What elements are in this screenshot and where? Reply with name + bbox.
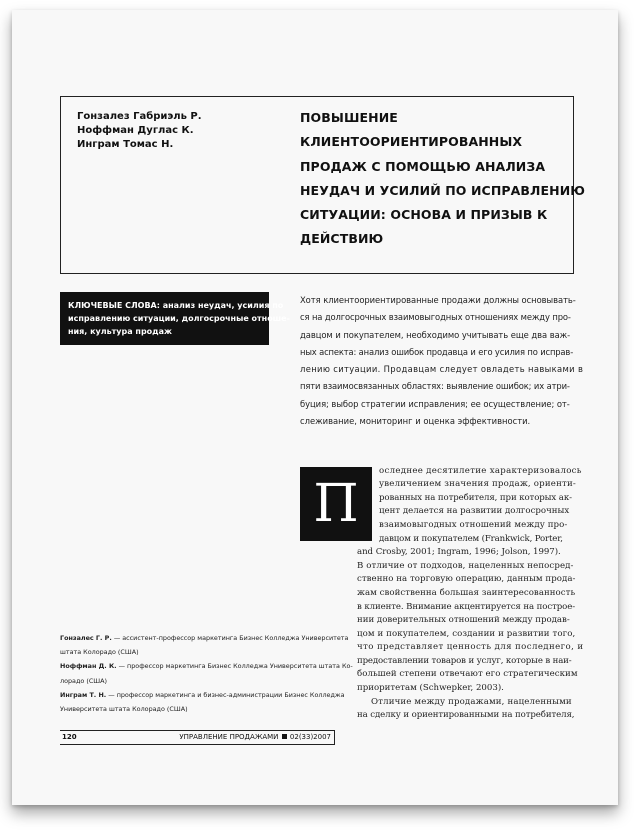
bio-line xyxy=(60,702,350,716)
bio-name: Гонзалес Г. Р. xyxy=(60,634,112,642)
article-header xyxy=(60,96,586,274)
journal-info xyxy=(179,731,331,744)
body-line: приоритетам (Schwepker, 2003). xyxy=(357,683,504,693)
body-line: в клиенте. Внимание акцентируется на построе- xyxy=(357,602,575,612)
journal-name: УПРАВЛЕНИЕ ПРОДАЖАМИ xyxy=(179,733,279,741)
abstract-line: слеживание, мониторинг и оценка эффективности. xyxy=(300,416,531,427)
body-line: давцом и покупателем (Frankwick, Porter, xyxy=(379,534,563,544)
bio-line xyxy=(60,688,350,702)
bio-line xyxy=(60,674,350,688)
title-line: КЛИЕНТООРИЕНТИРОВАННЫХ xyxy=(300,134,523,150)
body-line: В отличие от подходов, нацеленных непосред- xyxy=(357,561,574,571)
body-line: ственно на торговую операцию, данным прода- xyxy=(357,574,576,584)
title-line: ПОВЫШЕНИЕ xyxy=(300,110,398,125)
body-line: жам свойственна большая заинтересованность xyxy=(357,588,576,598)
body-line: увеличением значения продаж, ориенти- xyxy=(379,479,576,489)
body-line: что представляет ценность для последнего, и xyxy=(357,642,584,652)
drop-cap: П xyxy=(300,467,372,541)
title-line: ПРОДАЖ С ПОМОЩЬЮ АНАЛИЗА xyxy=(300,158,546,174)
abstract-line: ных аспекта: анализ ошибок продавца и его усилия по исправ- xyxy=(300,346,574,357)
bio-text: — профессор маркетинга и бизнес-администрации Бизнес Колледжа xyxy=(106,690,345,699)
square-separator-icon xyxy=(282,734,287,739)
keywords-line: исправлению ситуации, долгосрочные отноше- xyxy=(68,314,290,323)
abstract-line: пяти взаимосвязанных областях: выявление ошибок; их атри- xyxy=(300,381,570,392)
bio-text: — профессор маркетинга Бизнес Колледжа Университета штата Ко- xyxy=(116,662,353,671)
bio-line xyxy=(60,645,350,659)
keywords-line: КЛЮЧЕВЫЕ СЛОВА: анализ неудач, усилия по xyxy=(68,301,284,310)
title-line: ДЕЙСТВИЮ xyxy=(300,231,384,247)
keywords-line: ния, культура продаж xyxy=(68,327,172,336)
body-line: на сделку и ориентированными на потребителя, xyxy=(357,710,575,720)
document-page xyxy=(12,10,618,805)
bio-name: Инграм Т. Н. xyxy=(60,690,107,699)
page-number: 120 xyxy=(62,733,77,741)
author-bios xyxy=(60,631,353,716)
abstract-line: буция; выбор стратегии исправления; ее осуществление; от- xyxy=(300,398,570,409)
body-line: нии доверительных отношений между продав- xyxy=(357,615,570,625)
bio-text: Университета штата Колорадо (США) xyxy=(60,705,188,714)
abstract-line: лению ситуации. Продавцам следует овладеть навыками в xyxy=(300,364,584,375)
abstract-line: ся на долгосрочных взаимовыгодных отношениях между про- xyxy=(300,312,571,323)
page-footer xyxy=(60,730,335,745)
body-line: большей степени отвечают его стратегическим xyxy=(357,669,578,679)
title-line: СИТУАЦИИ: ОСНОВА И ПРИЗЫВ К xyxy=(300,207,548,223)
bio-text: — ассистент-профессор маркетинга Бизнес Колледжа Университета xyxy=(111,634,349,642)
body-line: оследнее десятилетие характеризовалось xyxy=(379,466,582,476)
author-name: Ноффман Дуглас К. xyxy=(77,125,194,136)
body-line: Отличие между продажами, нацеленными xyxy=(371,697,572,707)
author-name: Гонзалез Габриэль Р. xyxy=(77,111,202,122)
bio-text: штата Колорадо (США) xyxy=(60,648,139,657)
article-title xyxy=(300,106,586,252)
bio-text: лорадо (США) xyxy=(60,676,107,685)
body-line: цом и покупателем, создании и развитии того, xyxy=(357,629,576,639)
abstract-line: давцом и покупателем, необходимо учитывать еще два важ- xyxy=(300,329,571,340)
bio-line xyxy=(60,659,353,673)
body-line: предоставлении товаров и услуг, которые в наи- xyxy=(357,656,572,666)
body-line: взаимовыгодных отношений между про- xyxy=(379,520,568,530)
abstract-line: Хотя клиентоориентированные продажи должны основывать- xyxy=(300,295,576,305)
abstract xyxy=(300,292,584,430)
author-list xyxy=(77,110,202,152)
issue-number: 02(33)2007 xyxy=(289,733,331,741)
bio-line xyxy=(60,631,350,645)
bio-name: Ноффман Д. К. xyxy=(60,662,117,671)
title-line: НЕУДАЧ И УСИЛИЙ ПО ИСПРАВЛЕНИЮ xyxy=(300,182,586,198)
body-line: цент делается на развитии долгосрочных xyxy=(379,506,570,516)
body-line: and Crosby, 2001; Ingram, 1996; Jolson, 1997). xyxy=(357,547,561,557)
author-name: Инграм Томас Н. xyxy=(77,139,174,150)
body-line: рованных на потребителя, при которых ак- xyxy=(379,493,572,503)
keywords-box xyxy=(60,292,290,345)
